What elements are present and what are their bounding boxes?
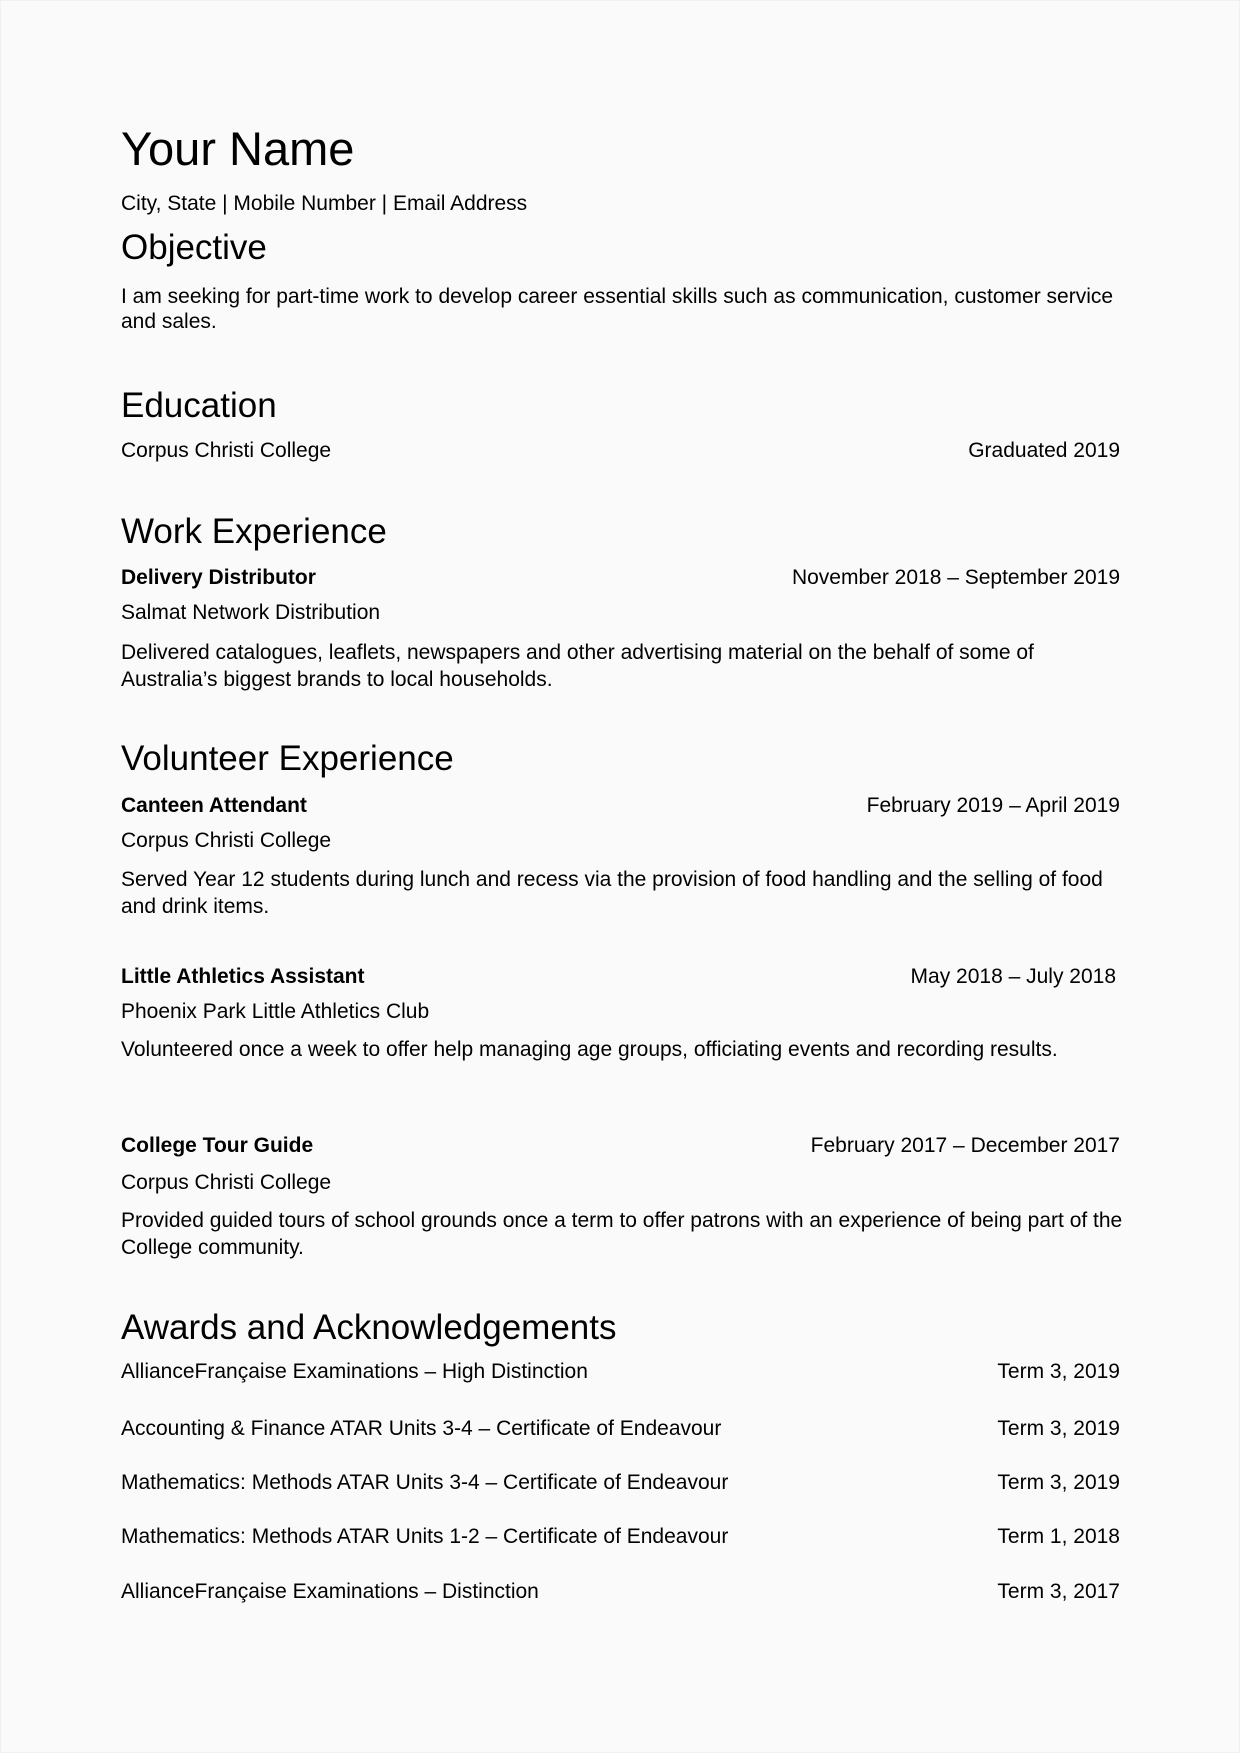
education-school: Corpus Christi College (121, 439, 332, 462)
contact-line: City, State | Mobile Number | Email Address (121, 192, 528, 215)
volunteer-dates: February 2017 – December 2017 (810, 1134, 1120, 1157)
volunteer-organization: Corpus Christi College (121, 829, 332, 852)
volunteer-description: Provided guided tours of school grounds once a term to offer patrons with an experience of being part of the College community. (121, 1209, 1123, 1259)
volunteer-dates: May 2018 – July 2018 (910, 965, 1116, 988)
education-heading: Education (121, 386, 277, 425)
award-title: AllianceFrançaise Examinations – Distinction (121, 1580, 539, 1603)
award-title: Accounting & Finance ATAR Units 3-4 – Certificate of Endeavour (121, 1417, 722, 1440)
volunteer-title: Canteen Attendant (121, 794, 307, 817)
objective-heading: Objective (121, 228, 267, 267)
award-title: Mathematics: Methods ATAR Units 1-2 – Certificate of Endeavour (121, 1525, 729, 1548)
awards-heading: Awards and Acknowledgements (121, 1308, 617, 1347)
award-title: Mathematics: Methods ATAR Units 3-4 – Certificate of Endeavour (121, 1471, 729, 1494)
volunteer-description: Served Year 12 students during lunch and recess via the provision of food handling and the selling of food and drink items. (121, 868, 1103, 918)
volunteer-organization: Phoenix Park Little Athletics Club (121, 1000, 430, 1023)
award-date: Term 3, 2019 (997, 1471, 1120, 1494)
volunteer-dates: February 2019 – April 2019 (866, 794, 1120, 817)
volunteer-organization: Corpus Christi College (121, 1171, 332, 1194)
objective-text: I am seeking for part-time work to develop career essential skills such as communication, customer service and sales. (121, 285, 1114, 333)
resume-name: Your Name (121, 122, 355, 175)
job-description: Delivered catalogues, leaflets, newspapers and other advertising material on the behalf of some of Australia’s biggest brands to local households. (121, 641, 1034, 691)
volunteer-title: College Tour Guide (121, 1134, 314, 1157)
award-title: AllianceFrançaise Examinations – High Distinction (121, 1360, 588, 1383)
award-date: Term 3, 2019 (997, 1360, 1120, 1383)
volunteer-title: Little Athletics Assistant (121, 965, 365, 988)
award-date: Term 3, 2017 (997, 1580, 1120, 1603)
education-status: Graduated 2019 (968, 439, 1120, 462)
volunteer-description: Volunteered once a week to offer help managing age groups, officiating events and recording results. (121, 1038, 1058, 1061)
job-title: Delivery Distributor (121, 566, 316, 589)
job-dates: November 2018 – September 2019 (791, 566, 1120, 589)
award-date: Term 1, 2018 (997, 1525, 1120, 1548)
job-organization: Salmat Network Distribution (121, 601, 381, 624)
work-experience-heading: Work Experience (121, 512, 387, 551)
award-date: Term 3, 2019 (997, 1417, 1120, 1440)
volunteer-experience-heading: Volunteer Experience (121, 739, 454, 778)
